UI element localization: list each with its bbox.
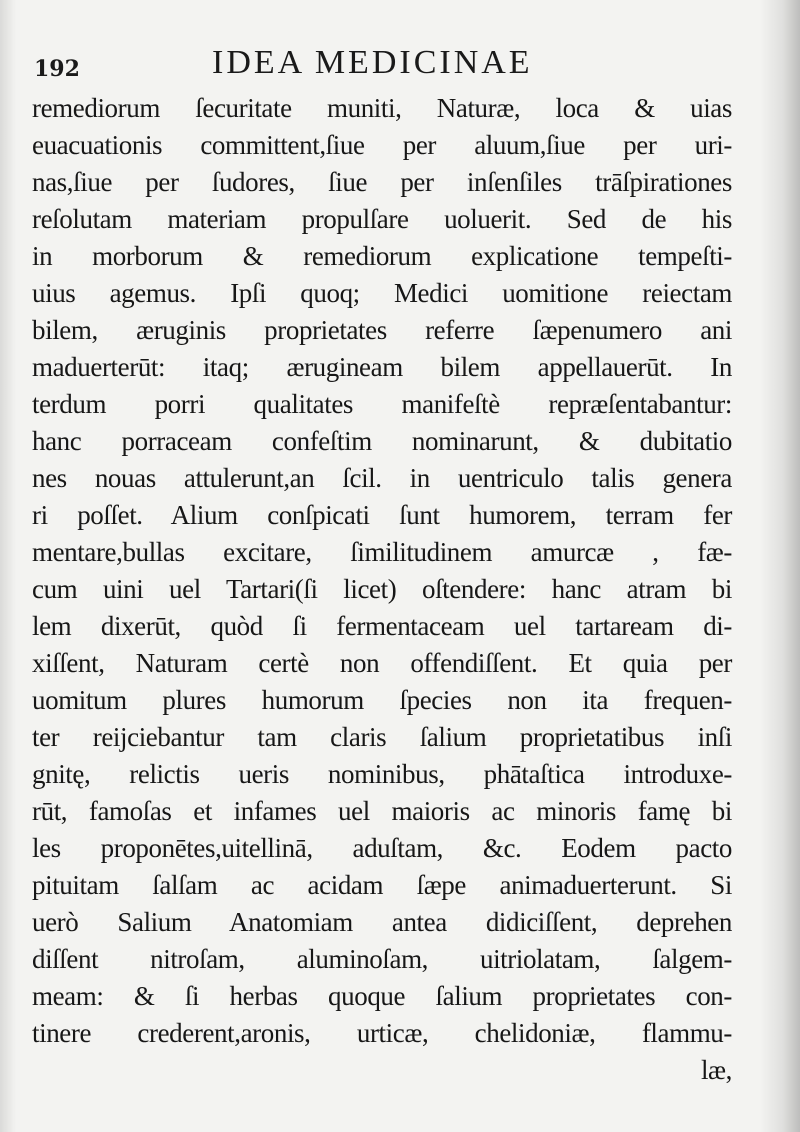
text-line: rūt, famoſas et infames uel maioris ac minoris famę bi: [32, 796, 732, 826]
body-text: [32, 90, 732, 1089]
page-number: 192: [34, 56, 80, 82]
page-gutter-shadow: [760, 0, 800, 1132]
text-line: tinere crederent,aronis, urticæ, chelidoniæ, flammu-: [32, 1018, 732, 1048]
text-line: mentare,bullas excitare, ſimilitudinem amurcæ , fæ-: [32, 537, 732, 567]
text-line: maduerterūt: itaq; ærugineam bilem appellauerūt. In: [32, 352, 732, 382]
text-line: remediorum ſecuritate muniti, Naturæ, loca & uias: [32, 93, 732, 123]
text-line: cum uini uel Tartari(ſi licet) oſtendere: hanc atram bi: [32, 574, 732, 604]
text-line: meam: & ſi herbas quoque ſalium proprietates con-: [32, 981, 732, 1011]
text-line: nas,ſiue per ſudores, ſiue per inſenſiles trāſpirationes: [32, 167, 732, 197]
text-line: les proponētes,uitellinā, aduſtam, &c. Eodem pacto: [32, 833, 732, 863]
text-line: diſſent nitroſam, aluminoſam, uitriolatam, ſalgem-: [32, 944, 732, 974]
text-line: euacuationis committent,ſiue per aluum,ſiue per uri-: [32, 130, 732, 160]
text-line: nes nouas attulerunt,an ſcil. in uentriculo talis genera: [32, 463, 732, 493]
text-line: xiſſent, Naturam certè non offendiſſent. Et quia per: [32, 648, 732, 678]
text-line: pituitam ſalſam ac acidam ſæpe animaduerterunt. Si: [32, 870, 732, 900]
text-line: reſolutam materiam propulſare uoluerit. Sed de his: [32, 204, 732, 234]
text-line: in morborum & remediorum explicatione tempeſti-: [32, 241, 732, 271]
page-left-edge: [0, 0, 16, 1132]
text-line: terdum porri qualitates manifeſtè repræſentabantur:: [32, 389, 732, 419]
running-head: IDEA MEDICINAE: [212, 44, 533, 81]
text-line: gnitę, relictis ueris nominibus, phātaſtica introduxe-: [32, 759, 732, 789]
text-line: lem dixerūt, quòd ſi fermentaceam uel tartaream di-: [32, 611, 732, 641]
text-line: ri poſſet. Alium conſpicati ſunt humorem, terram fer: [32, 500, 732, 530]
text-line: ter reijciebantur tam claris ſalium proprietatibus inſi: [32, 722, 732, 752]
page-header: [30, 44, 750, 88]
text-line: læ,: [700, 1055, 732, 1085]
text-line: uomitum plures humorum ſpecies non ita frequen-: [32, 685, 732, 715]
text-line: uius agemus. Ipſi quoq; Medici uomitione reiectam: [32, 278, 732, 308]
text-line: bilem, æruginis proprietates referre ſæpenumero ani: [32, 315, 732, 345]
text-line: uerò Salium Anatomiam antea didiciſſent, deprehen: [32, 907, 732, 937]
text-line: hanc porraceam confeſtim nominarunt, & dubitatio: [32, 426, 732, 456]
